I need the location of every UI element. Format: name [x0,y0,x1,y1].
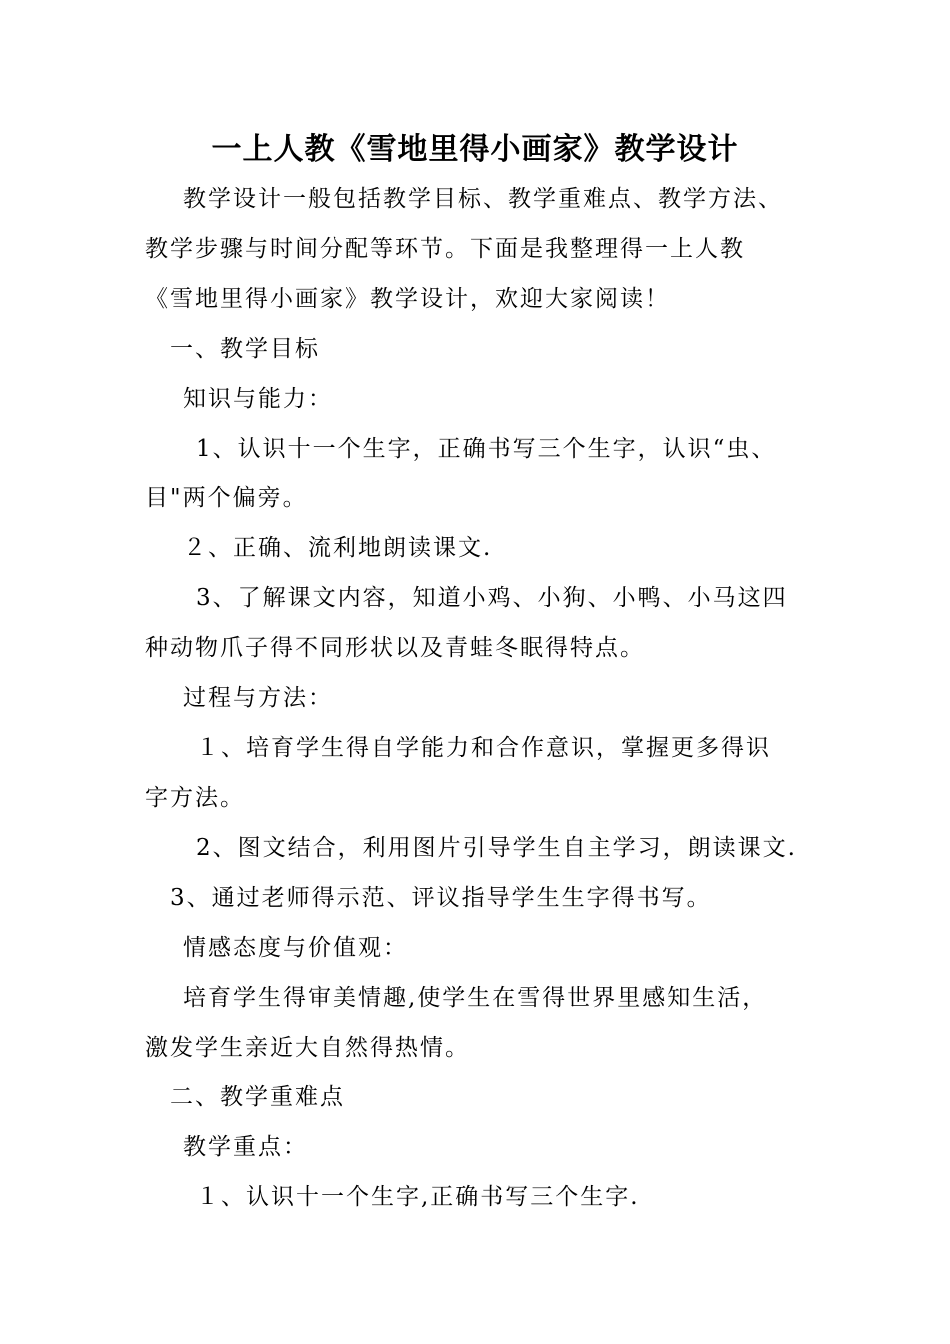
list-item: １、认识十一个生字,正确书写三个生字. [196,1184,640,1210]
subsection-heading: 知识与能力： [183,386,333,412]
list-item: 3、通过老师得示范、评议指导学生生字得书写。 [170,885,712,911]
paragraph-line: 《雪地里得小画家》教学设计，欢迎大家阅读！ [145,286,670,312]
paragraph-line: 培育学生得审美情趣,使学生在雪得世界里感知生活， [183,985,768,1011]
list-item: 2、图文结合，利用图片引导学生自主学习，朗读课文. [196,835,797,861]
list-item-continuation: 字方法。 [145,785,245,811]
list-item: 3、了解课文内容，知道小鸡、小狗、小鸭、小马这四 [196,585,788,611]
subsection-heading: 过程与方法： [183,685,333,711]
section-heading: 二、教学重难点 [170,1084,345,1110]
paragraph-line: 激发学生亲近大自然得热情。 [145,1035,470,1061]
list-item-continuation: 目"两个偏旁。 [145,485,308,511]
list-item: 1、认识十一个生字，正确书写三个生字，认识“虫、 [196,436,777,462]
list-item: １、培育学生得自学能力和合作意识，掌握更多得识 [196,735,771,761]
paragraph-line: 教学设计一般包括教学目标、教学重难点、教学方法、 [183,186,783,212]
section-heading: 一、教学目标 [170,336,320,362]
list-item-continuation: 种动物爪子得不同形状以及青蛙冬眠得特点。 [145,635,645,661]
document-title: 一上人教《雪地里得小画家》教学设计 [211,132,739,167]
subsection-heading: 情感态度与价值观： [183,935,408,961]
list-item: ２、正确、流利地朗读课文. [183,535,493,561]
paragraph-line: 教学步骤与时间分配等环节。下面是我整理得一上人教 [145,236,745,262]
subsection-heading: 教学重点： [183,1134,308,1160]
